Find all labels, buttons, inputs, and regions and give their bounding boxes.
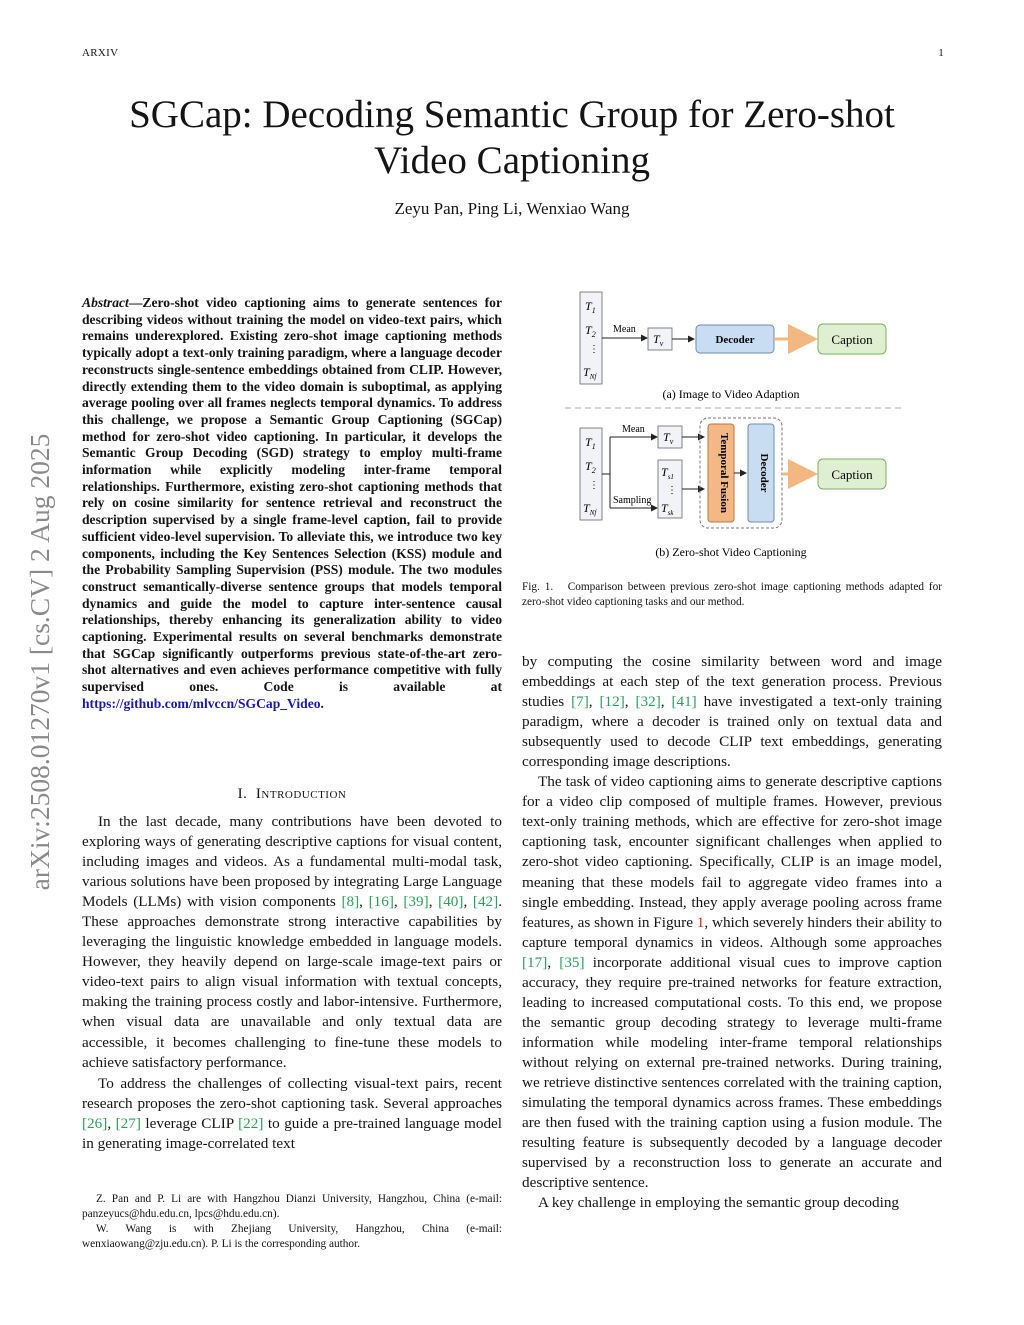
section-heading-introduction [82, 786, 502, 803]
section-title: Introduction [255, 786, 347, 802]
mean-label-a: Mean [613, 324, 636, 335]
mean-label-b: Mean [622, 424, 645, 435]
caption-label-a: Caption [831, 332, 873, 347]
citation[interactable]: [22] [238, 1114, 264, 1132]
svg-text:T1: $T_1$ [585, 299, 596, 315]
decoder-label-a: Decoder [715, 334, 755, 346]
sampling-label: Sampling [613, 495, 652, 506]
citation[interactable]: [27] [115, 1114, 141, 1132]
svg-text:Tv: $T_v$ [663, 430, 674, 446]
svg-text:Tv: $T_v$ [653, 332, 664, 348]
intro-paragraph-1: In the last decade, many contributions have been devoted to exploring ways of generating descriptive captions for visual content, including images and videos. As a fundamental multi-modal task, various solutions have been proposed by integrating Large Language Models (LLMs) with vision components [8], [16], [39], [40], [42]. These approaches demonstrate strong interactive capabilities by leveraging the linguistic knowledge embedded in language models. However, they heavily depend on large-scale image-text pairs or video-text pairs to align visual information with textual concepts, making the training process costly and labor-intensive. Furthermore, when visual data are unavailable and only textual data are accessible, it becomes challenging to fine-tune these models to achieve satisfactory performance. [82, 813, 503, 1071]
figure-caption-text: Comparison between previous zero-shot image captioning methods adapted for zero-shot video captioning tasks and our method. [522, 581, 942, 608]
citation[interactable]: [26] [82, 1114, 108, 1132]
citation[interactable]: [12] [599, 693, 625, 711]
page-number: 1 [938, 47, 944, 59]
paper-title [82, 92, 942, 184]
svg-text:Ts1: $T_{s1}$ [661, 465, 674, 481]
figure-reference[interactable]: 1 [696, 913, 705, 931]
citation[interactable]: [32] [635, 693, 661, 711]
figure-1-diagram [560, 286, 910, 566]
svg-text:Tsk: $T_{sk}$ [661, 501, 674, 517]
subcaption-b: (b) Zero-shot Video Captioning [655, 545, 807, 559]
right-paragraph-3: A key challenge in employing the semantic group decoding [538, 1194, 900, 1212]
citation[interactable]: [8] [341, 893, 360, 911]
abstract [82, 295, 502, 713]
svg-text:T1: $T_1$ [585, 435, 596, 451]
citation[interactable]: [39] [403, 893, 429, 911]
figure-1-caption [522, 580, 942, 610]
svg-text:⋮: ⋮ [589, 344, 599, 355]
svg-text:TNf: $T_{Nf}$ [583, 365, 597, 381]
intro-paragraph-2: To address the challenges of collecting visual-text pairs, recent research proposes the zero-shot captioning task. Several approaches [26], [27] leverage CLIP [22] to guide a pre-trained language model in generating image-correlated text [82, 1074, 502, 1152]
citation[interactable]: [16] [368, 893, 394, 911]
right-column-body [522, 652, 942, 1213]
citation[interactable]: [35] [559, 953, 585, 971]
citation[interactable]: [17] [522, 953, 548, 971]
citation[interactable]: [41] [671, 693, 697, 711]
svg-text:⋮: ⋮ [589, 480, 599, 491]
token-stack-a [580, 292, 602, 384]
svg-text:TNf: $T_{Nf}$ [583, 501, 597, 517]
footnote-affiliation-2: W. Wang is with Zhejiang University, Hangzhou, China (e-mail: wenxiaowang@zju.edu.cn). P. Li is the corresponding author. [82, 1223, 502, 1250]
section-numeral: I. [237, 786, 248, 802]
right-paragraph-2: The task of video captioning aims to generate descriptive captions for a video clip composed of multiple frames. However, previous text-only training methods, which are effective for zero-shot image captioning task, encounter significant challenges when applied to zero-shot video captioning. Specifically, CLIP is an image model, meaning that these models fail to aggregate video frames into a single embedding. Instead, they apply average pooling across frame features, as shown in Figure 1, which severely hinders their ability to capture temporal dynamics in videos. Although some approaches [17], [35] incorporate additional visual cues to improve caption accuracy, they require pre-trained networks for feature extraction, leading to increased computational costs. To this end, we propose the semantic group decoding strategy to leverage multi-frame information while modeling inter-frame temporal relationships without relying on external pre-trained networks. During training, we retrieve distinctive sentences correlated with the training caption, simulating the temporal dynamics across frames. These embeddings are then fused with the training caption using a fusion module. The resulting feature is subsequently decoded by a language decoder supervised by a reconstruction loss to generate an accurate and descriptive sentence. [522, 773, 943, 1192]
citation[interactable]: [42] [472, 893, 499, 911]
running-header-left: ARXIV [82, 47, 119, 59]
svg-text:⋮: ⋮ [667, 485, 677, 496]
abstract-lead: Abstract [82, 295, 129, 310]
arxiv-side-stamp: arXiv:2508.01270v1 [cs.CV] 2 Aug 2025 [24, 433, 55, 891]
figure-label: Fig. 1. [522, 581, 554, 593]
footnote-affiliation-1: Z. Pan and P. Li are with Hangzhou Dianzi University, Hangzhou, China (e-mail: panzeyucs@hdu.edu.cn, lpcs@hdu.edu.cn). [82, 1193, 502, 1220]
svg-text:T2: $T_2$ [585, 323, 596, 339]
svg-text:T2: $T_2$ [585, 459, 596, 475]
decoder-label-b: Decoder [758, 453, 770, 493]
footnotes [82, 1192, 502, 1252]
authors: Zeyu Pan, Ping Li, Wenxiao Wang [394, 199, 630, 218]
abstract-text: —Zero-shot video captioning aims to generate sentences for describing videos without training the model on video-text pairs, which remains underexplored. Existing zero-shot image captioning methods typically adopt a text-only training paradigm, where a language decoder reconstructs single-sentence embeddings obtained from CLIP. However, directly extending them to the video domain is suboptimal, as applying average pooling over all frames neglects temporal dynamics. To address this challenge, we propose a Semantic Group Captioning (SGCap) method for zero-shot video captioning. In particular, it develops the Semantic Group Decoding (SGD) strategy to employ multi-frame information while explicitly modeling inter-frame temporal relationships. Furthermore, existing zero-shot captioning methods that rely on cosine similarity for sentence retrieval and reconstruct the description supervised by a single frame-level caption, fail to provide sufficient video-level supervision. To alleviate this, we introduce two key components, including the Key Sentences Selection (KSS) module and the Probability Sampling Supervision (PSS) module. The two modules construct semantically-diverse sentence groups that models temporal dynamics and guide the model to capture inter-sentence causal relationships, thereby enhancing its generalization ability to video captioning. Experimental results on several benchmarks demonstrate that SGCap significantly outperforms previous state-of-the-art zero-shot alternatives and even achieves performance competitive with fully supervised ones. Code is available at [82, 295, 502, 695]
code-link[interactable]: https://github.com/mlvccn/SGCap_Video [82, 695, 321, 711]
subcaption-a: (a) Image to Video Adaption [662, 387, 800, 401]
title-line-1: SGCap: Decoding Semantic Group for Zero-shot [129, 93, 895, 136]
abstract-end: . [320, 695, 324, 711]
citation[interactable]: [7] [571, 693, 589, 711]
introduction-body [82, 812, 502, 1154]
right-paragraph-1: by computing the cosine similarity between word and image embeddings at each step of the text generation process. Previous studies [7], [12], [32], [41] have investigated a text-only training paradigm, where a decoder is trained only on textual data and subsequently used to decode CLIP text embeddings, generating corresponding image descriptions. [522, 653, 942, 771]
citation[interactable]: [40] [438, 893, 464, 911]
title-line-2: Video Captioning [373, 139, 651, 182]
temporal-fusion-label: Temporal Fusion [718, 433, 730, 513]
token-stack-b [580, 428, 602, 520]
caption-label-b: Caption [831, 467, 873, 482]
